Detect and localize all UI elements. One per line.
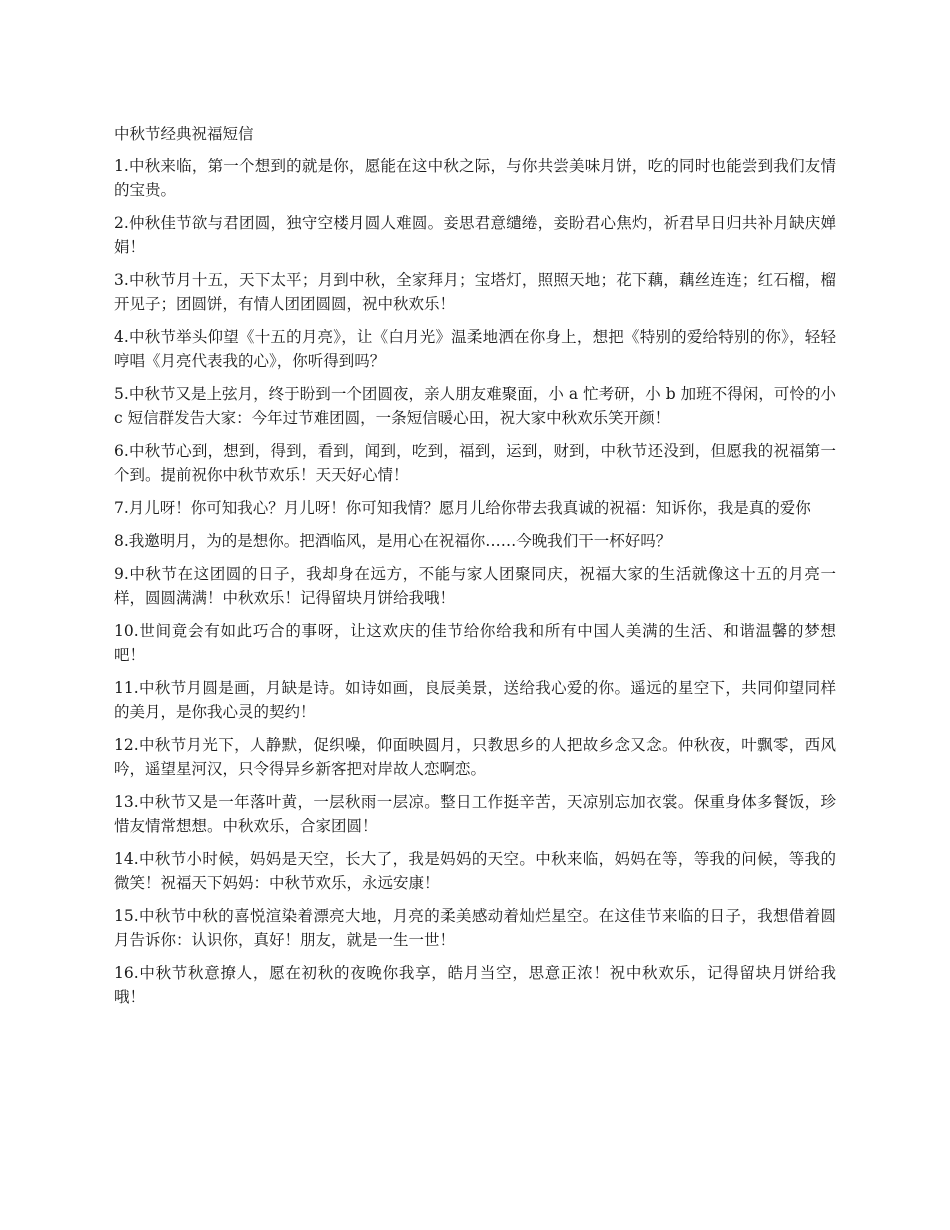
blessing-item: 7.月儿呀！你可知我心？月儿呀！你可知我情？愿月儿给你带去我真诚的祝福：知诉你，我是真的爱你 [114,499,811,517]
blessing-item: 12.中秋节月光下，人静默，促织噪，仰面映圆月，只教思乡的人把故乡念又念。仲秋夜，叶飘零，西风吟，遥望星河汉，只令得异乡新客把对岸故人恋啊恋。 [114,736,836,778]
blessing-item: 4.中秋节举头仰望《十五的月亮》，让《白月光》温柔地洒在你身上，想把《特别的爱给特别的你》，轻轻哼唱《月亮代表我的心》，你听得到吗？ [114,328,836,370]
blessing-item: 3.中秋节月十五，天下太平；月到中秋，全家拜月；宝塔灯，照照天地；花下藕，藕丝连连；红石榴，榴开见子；团圆饼，有情人团团圆圆，祝中秋欢乐！ [114,271,836,313]
document-page [114,122,836,1018]
blessing-item: 6.中秋节心到，想到，得到，看到，闻到，吃到，福到，运到，财到，中秋节还没到，但愿我的祝福第一个到。提前祝你中秋节欢乐！天天好心情！ [114,442,836,484]
blessing-item: 15.中秋节中秋的喜悦渲染着漂亮大地，月亮的柔美感动着灿烂星空。在这佳节来临的日子，我想借着圆月告诉你：认识你，真好！朋友，就是一生一世！ [114,907,836,949]
blessing-item: 10.世间竟会有如此巧合的事呀，让这欢庆的佳节给你给我和所有中国人美满的生活、和谐温馨的梦想吧！ [114,622,836,664]
blessing-item: 13.中秋节又是一年落叶黄，一层秋雨一层凉。整日工作挺辛苦，天凉别忘加衣裳。保重身体多餐饭，珍惜友情常想想。中秋欢乐，合家团圆！ [114,793,836,835]
blessing-item: 2.仲秋佳节欲与君团圆，独守空楼月圆人难圆。妾思君意缱绻，妾盼君心焦灼，祈君早日归共补月缺庆婵娟！ [114,214,836,256]
blessing-item: 8.我邀明月，为的是想你。把酒临风，是用心在祝福你……今晚我们干一杯好吗？ [114,532,672,550]
blessing-item: 14.中秋节小时候，妈妈是天空，长大了，我是妈妈的天空。中秋来临，妈妈在等，等我的问候，等我的微笑！祝福天下妈妈：中秋节欢乐，永远安康！ [114,850,836,892]
blessing-item: 9.中秋节在这团圆的日子，我却身在远方，不能与家人团聚同庆，祝福大家的生活就像这十五的月亮一样，圆圆满满！中秋欢乐！记得留块月饼给我哦！ [114,565,836,607]
document-title: 中秋节经典祝福短信 [114,125,254,143]
blessing-item: 16.中秋节秋意撩人，愿在初秋的夜晚你我享，皓月当空，思意正浓！祝中秋欢乐，记得留块月饼给我哦！ [114,964,836,1006]
blessing-item: 5.中秋节又是上弦月，终于盼到一个团圆夜，亲人朋友难聚面，小 a 忙考研，小 b 加班不得闲，可怜的小 c 短信群发告大家：今年过节难团圆，一条短信暖心田，祝大家中秋欢乐笑开颜！ [114,385,836,427]
blessing-item: 11.中秋节月圆是画，月缺是诗。如诗如画，良辰美景，送给我心爱的你。遥远的星空下，共同仰望同样的美月，是你我心灵的契约！ [114,679,836,721]
blessing-item: 1.中秋来临，第一个想到的就是你，愿能在这中秋之际，与你共尝美味月饼，吃的同时也能尝到我们友情的宝贵。 [114,157,836,199]
